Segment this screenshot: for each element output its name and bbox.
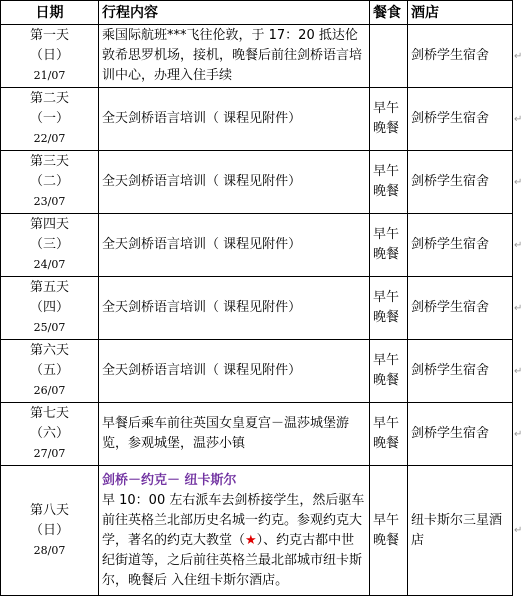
hotel-cell: [408, 25, 513, 88]
paragraph-mark-icon: ↵: [514, 239, 523, 251]
date-label: 26/07: [33, 384, 66, 397]
paragraph-mark-icon: ↵: [514, 176, 523, 188]
itinerary-cell: [99, 340, 370, 403]
weekday-label: （日）: [29, 48, 69, 63]
table-row: [1, 214, 525, 277]
header-row: [1, 1, 525, 25]
weekday-label: （六）: [29, 426, 69, 441]
table-edge: [513, 88, 525, 151]
date-label: 22/07: [33, 132, 66, 145]
hotel-cell: [408, 151, 513, 214]
itinerary-cell: [99, 151, 370, 214]
table-row: [1, 466, 525, 596]
itinerary-text: 全天剑桥语言培训（ 课程见附件）: [102, 300, 302, 315]
table-row: [1, 340, 525, 403]
header-meals: 餐食: [370, 1, 408, 25]
hotel-name: 剑桥学生宿舍: [411, 111, 490, 126]
hotel-cell: [408, 466, 513, 596]
table-row: [1, 151, 525, 214]
meals-cell: [370, 277, 408, 340]
meal-line: 晚餐: [373, 184, 400, 199]
table-edge: [513, 1, 525, 25]
table-row: [1, 277, 525, 340]
meals-cell: [370, 88, 408, 151]
itinerary-text: 全天剑桥语言培训（ 课程见附件）: [102, 111, 302, 126]
hotel-name: 剑桥学生宿舍: [411, 363, 490, 378]
meal-line: 早午: [373, 164, 400, 179]
weekday-label: （一）: [29, 111, 69, 126]
meal-line: 晚餐: [373, 436, 400, 451]
table-row: [1, 88, 525, 151]
itinerary-text: 乘国际航班***飞往伦敦，于 17：20 抵达伦敦希思罗机场，接机，晚餐后前往剑桥语言培训中心，办理入住手续: [102, 28, 363, 83]
day-label: 第一天: [29, 28, 69, 43]
weekday-label: （日）: [29, 522, 69, 538]
meals-cell: [370, 403, 408, 466]
hotel-name: 剑桥学生宿舍: [411, 237, 490, 252]
date-label: 21/07: [33, 69, 66, 82]
meal-line: 晚餐: [373, 247, 400, 262]
date-cell: [1, 214, 99, 277]
hotel-name: 纽卡斯尔三星酒店: [411, 512, 503, 548]
day-label: 第六天: [29, 343, 69, 358]
meal-line: 早午: [373, 353, 400, 368]
itinerary-text: ）、约克古都中世纪街道等，之后前往英格兰最北部城市纽卡斯尔，晚餐后 入住纽卡斯尔酒店。: [102, 532, 363, 588]
weekday-label: （五）: [29, 363, 69, 378]
table-edge: [513, 151, 525, 214]
itinerary-text: 全天剑桥语言培训（ 课程见附件）: [102, 174, 302, 189]
day-label: 第四天: [29, 217, 69, 232]
table-row: [1, 403, 525, 466]
paragraph-mark-icon: ↵: [514, 365, 523, 377]
meal-line: 晚餐: [373, 310, 400, 325]
date-cell: [1, 340, 99, 403]
table-edge: [513, 214, 525, 277]
date-cell: [1, 151, 99, 214]
itinerary-cell: [99, 214, 370, 277]
header-date: 日期: [1, 1, 99, 25]
date-cell: [1, 88, 99, 151]
header-itinerary: 行程内容: [99, 1, 370, 25]
header-hotel: 酒店: [408, 1, 513, 25]
date-label: 27/07: [33, 447, 66, 460]
itinerary-text: 早餐后乘车前往英国女皇夏宫－温莎城堡游览，参观城堡，温莎小镇: [102, 416, 350, 451]
day-label: 第七天: [29, 406, 69, 421]
day-route-title: 剑桥－约克－ 纽卡斯尔: [102, 472, 237, 488]
date-label: 23/07: [33, 195, 66, 208]
itinerary-cell: [99, 466, 370, 596]
date-cell: [1, 277, 99, 340]
paragraph-mark-icon: ↵: [514, 113, 523, 125]
itinerary-text: 早 10：00 左右派车去剑桥接学生，然后驱车前往英格兰北部历史名城一约克。参观约克大学，著名的约克大教堂（: [102, 492, 365, 548]
star-icon: ★: [245, 532, 257, 548]
paragraph-mark-icon: ↵: [514, 50, 523, 62]
table-edge: [513, 466, 525, 596]
hotel-cell: [408, 340, 513, 403]
meal-line: 早午: [373, 227, 400, 242]
itinerary-cell: [99, 25, 370, 88]
itinerary-text: 全天剑桥语言培训（ 课程见附件）: [102, 237, 302, 252]
hotel-cell: [408, 88, 513, 151]
weekday-label: （三）: [29, 237, 69, 252]
hotel-name: 剑桥学生宿舍: [411, 300, 490, 315]
meals-cell: [370, 25, 408, 88]
date-label: 25/07: [33, 321, 66, 334]
hotel-name: 剑桥学生宿舍: [411, 48, 490, 63]
itinerary-cell: [99, 277, 370, 340]
table-edge: [513, 403, 525, 466]
meals-cell: [370, 151, 408, 214]
day-label: 第二天: [29, 91, 69, 106]
paragraph-mark-icon: ↵: [514, 525, 523, 536]
date-label: 24/07: [33, 258, 66, 271]
meal-line: 晚餐: [373, 532, 400, 548]
hotel-cell: [408, 214, 513, 277]
date-cell: [1, 403, 99, 466]
hotel-cell: [408, 277, 513, 340]
paragraph-mark-icon: ↵: [514, 428, 523, 440]
hotel-cell: [408, 403, 513, 466]
hotel-name: 剑桥学生宿舍: [411, 426, 490, 441]
meal-line: 早午: [373, 416, 400, 431]
day-label: 第五天: [29, 280, 69, 295]
paragraph-mark-icon: ↵: [514, 302, 523, 314]
meals-cell: [370, 340, 408, 403]
meal-line: 早午: [373, 290, 400, 305]
day-label: 第三天: [29, 154, 69, 169]
table-edge: [513, 277, 525, 340]
weekday-label: （四）: [29, 300, 69, 315]
meal-line: 晚餐: [373, 373, 400, 388]
hotel-name: 剑桥学生宿舍: [411, 174, 490, 189]
date-label: 28/07: [33, 543, 66, 557]
date-cell: [1, 25, 99, 88]
date-cell: [1, 466, 99, 596]
meal-line: 晚餐: [373, 121, 400, 136]
meals-cell: [370, 466, 408, 596]
meals-cell: [370, 214, 408, 277]
day-label: 第八天: [29, 502, 69, 518]
meal-line: 早午: [373, 512, 400, 528]
itinerary-text: 全天剑桥语言培训（ 课程见附件）: [102, 363, 302, 378]
meal-line: 早午: [373, 101, 400, 116]
weekday-label: （二）: [29, 174, 69, 189]
table-edge: [513, 340, 525, 403]
table-edge: [513, 25, 525, 88]
itinerary-cell: [99, 403, 370, 466]
itinerary-cell: [99, 88, 370, 151]
table-row: [1, 25, 525, 88]
